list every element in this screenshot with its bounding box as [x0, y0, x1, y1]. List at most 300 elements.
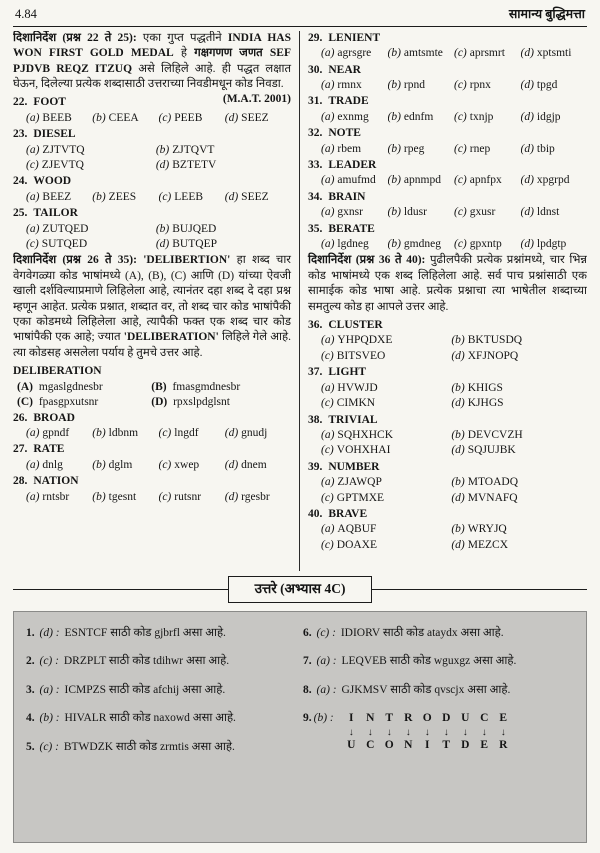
map-cell: D: [461, 738, 470, 751]
question-header: [13, 174, 291, 189]
option-label: (d): [224, 426, 239, 439]
options-row: [308, 475, 587, 506]
map-cell: N: [404, 738, 413, 751]
option-text: lgdneg: [337, 238, 369, 251]
code-text: fmasgmdnesbr: [172, 380, 241, 393]
option-text: ldusr: [403, 206, 427, 219]
question: [308, 507, 587, 553]
option-label: (a): [26, 143, 40, 156]
question-number: 35.: [308, 222, 323, 235]
map-cell: ↓: [424, 726, 430, 738]
option: [321, 333, 451, 348]
option-label: (d): [224, 458, 239, 471]
question: [308, 318, 587, 364]
deliberation-block: [13, 364, 291, 410]
options-row: [13, 143, 291, 174]
answer-number: 2.: [26, 655, 35, 668]
question-word: WOOD: [33, 175, 72, 188]
code-text: fpasgpxutsnr: [38, 396, 99, 409]
option-label: (c): [454, 78, 467, 91]
option-label: (a): [26, 190, 40, 203]
option-text: dglm: [108, 458, 133, 471]
right-column: [300, 31, 587, 571]
option-label: (d): [520, 238, 534, 251]
answer-number: 8.: [303, 683, 312, 696]
option-label: (c): [321, 397, 334, 410]
question-word: BRAVE: [328, 507, 368, 520]
option-label: (a): [321, 523, 335, 536]
option-text: MEZCX: [467, 538, 508, 551]
answers-6-8: [303, 626, 580, 698]
answer-item: [303, 683, 580, 698]
option-text: rmnx: [337, 78, 362, 91]
option-text: dnlg: [42, 458, 63, 471]
question-word: TAILOR: [33, 207, 78, 220]
options-row: [308, 428, 587, 459]
map-cell: C: [480, 712, 489, 725]
question: [308, 126, 587, 157]
option: [159, 426, 225, 441]
answer-word: BTWDZK: [63, 740, 114, 753]
answer-number: 1.: [26, 627, 35, 639]
map-cell: R: [404, 712, 413, 725]
answer-mid: साठी कोड: [108, 683, 151, 696]
option: [521, 46, 588, 61]
answer-letter: (d) :: [39, 627, 60, 639]
option-label: (c): [454, 206, 467, 219]
option-text: BEEB: [42, 111, 72, 124]
option: [388, 78, 455, 93]
question-number: 36.: [308, 319, 323, 332]
option-text: MVNAFQ: [467, 491, 518, 504]
option: [321, 491, 451, 506]
option-label: (c): [158, 190, 172, 203]
question-word: BRAIN: [328, 190, 366, 203]
map-cell: ↓: [386, 726, 392, 738]
answer-number: 6.: [303, 627, 312, 639]
options-row: [13, 458, 291, 473]
map-cell: ↓: [462, 726, 468, 738]
option-text: xptsmti: [536, 47, 572, 60]
page-number: 4.84: [15, 7, 37, 21]
answer-post: असा आहे.: [182, 627, 226, 639]
option-label: (a): [321, 381, 335, 394]
option: [388, 173, 455, 188]
option-text: GPTMXE: [336, 491, 385, 504]
option: [225, 458, 291, 473]
option-text: agrsgre: [337, 47, 372, 60]
answer-letter: (b) :: [39, 712, 60, 725]
answer-mid: साठी कोड: [390, 683, 432, 696]
answer-item: [303, 626, 580, 641]
option-label: (c): [158, 111, 172, 124]
option: [388, 237, 455, 252]
answer-mid: साठी कोड: [109, 712, 151, 725]
option-label: (b): [387, 142, 401, 155]
option: [521, 173, 588, 188]
source-tag: (M.A.T. 2001): [222, 93, 291, 106]
option-text: gpndf: [42, 426, 70, 439]
question-number: 33.: [308, 159, 323, 171]
code-option: [151, 395, 285, 410]
option-text: ZJTQVT: [172, 143, 215, 156]
option-label: (a): [26, 426, 40, 439]
options-row: [13, 111, 291, 126]
option-text: txnjp: [469, 110, 494, 123]
option-label: (b): [92, 490, 106, 503]
options-row: [308, 142, 587, 157]
question-word: NOTE: [328, 127, 361, 140]
option-label: (c): [454, 110, 467, 123]
option-text: XFJNOPQ: [467, 349, 519, 362]
option: [225, 111, 291, 126]
code-text: mgaslgdnesbr: [38, 380, 103, 393]
question-header: [308, 63, 587, 78]
option-label: (b): [387, 78, 401, 91]
option-label: (d): [451, 491, 465, 504]
question-word: LEADER: [328, 159, 377, 171]
question: [308, 365, 587, 411]
answer-code: afchij: [153, 683, 180, 696]
option-text: BEEZ: [42, 190, 72, 203]
option-text: apnfpx: [469, 174, 502, 187]
question: [13, 442, 291, 473]
option: [388, 142, 455, 157]
option-label: (a): [321, 238, 335, 251]
map-arrows-row: [342, 727, 513, 738]
question-header: [13, 442, 291, 457]
option-label: (c): [26, 159, 39, 171]
option-text: DEVCVZH: [467, 428, 523, 441]
directions-q26-35: दिशानिर्देश (प्रश्न 26 ते 35): 'DELIBERTION' हा शब्द चार वेगवेगळ्या कोड भाषांमध्ये (A), (B), (C) आणि (D) यांच्या ऐवजी खाली दर्शविल्याप्रमाणे लिहिलेला आहे, त्यानंतर दहा शब्द दे दहा प्रश्न म्हणून आहेत. प्रत्येक प्रश्नात, शब्दात वर, तो शब्द चार कोड भाषांपैकी एका कोडमध्ये लिहिलेला आहे, त्यापैकी फक्त एक शब्द चार कोड भाषांपैकी एक आहे; ज्यात 'DELIBERATION' लिहिले गेले आहे. त्या कोडसह असलेला पर्याय हे तुमचे उत्तर आहे.: [13, 254, 291, 359]
answer-code: gjbrfl: [154, 627, 180, 639]
question-header: [13, 127, 291, 142]
answer-letter: (c) :: [316, 627, 336, 639]
answer-code: naxowd: [153, 712, 190, 725]
option: [321, 443, 451, 458]
map-cell: T: [442, 738, 451, 751]
option: [321, 110, 388, 125]
option-label: (b): [92, 111, 106, 124]
option-label: (d): [155, 238, 170, 251]
answer-number: 3.: [26, 683, 35, 696]
question-word: BROAD: [33, 411, 75, 424]
code-label: (B): [151, 380, 167, 393]
option-text: HVWJD: [337, 381, 378, 394]
option-label: (a): [321, 78, 335, 91]
option: [26, 158, 156, 173]
option-label: (d): [520, 47, 534, 60]
question-number: 39.: [308, 460, 323, 473]
option-text: exnmg: [337, 110, 369, 123]
answer-letter: (c) :: [39, 740, 59, 753]
option-label: (c): [321, 538, 334, 551]
direction-heading: दिशानिर्देश (प्रश्न 26 ते 35):: [13, 254, 137, 267]
option: [321, 396, 451, 411]
option: [26, 490, 92, 505]
option: [159, 490, 225, 505]
answer-item: [26, 626, 303, 641]
map-cell: I: [349, 712, 354, 725]
map-cell: ↓: [348, 726, 354, 738]
map-cell: ↓: [367, 726, 373, 738]
answer-letter: (c) :: [39, 655, 59, 668]
options-row: [308, 205, 587, 220]
option-text: DOAXE: [336, 538, 378, 551]
options-row: [308, 110, 587, 125]
question: [13, 474, 291, 505]
question-number: 30.: [308, 63, 323, 76]
option: [156, 222, 286, 237]
options-row: [308, 237, 587, 252]
option-label: (d): [451, 538, 465, 551]
answers-box: [13, 611, 587, 843]
question: [308, 413, 587, 459]
answer-letter: (a) :: [316, 655, 337, 668]
option: [321, 46, 388, 61]
answer-word: ESNTCF: [64, 627, 108, 639]
option: [321, 349, 451, 364]
question: [308, 63, 587, 94]
option: [321, 205, 388, 220]
map-cell: ↓: [500, 726, 506, 738]
option-text: VOHXHAI: [336, 444, 391, 457]
options-row: [308, 78, 587, 93]
option-label: (b): [92, 426, 106, 439]
option-label: (b): [451, 381, 465, 394]
question-word: CLUSTER: [328, 319, 383, 332]
code-label: (D): [151, 396, 168, 409]
question: [308, 158, 587, 189]
question-word: BERATE: [328, 222, 375, 235]
option-text: rpeg: [403, 142, 425, 155]
option-label: (c): [454, 238, 467, 251]
option: [92, 490, 158, 505]
answer-item: [26, 740, 303, 755]
map-cell: I: [425, 738, 430, 751]
rule-left: [13, 589, 228, 590]
deliberation-codes: [13, 380, 291, 411]
question-header: [13, 474, 291, 489]
option-label: (d): [451, 397, 465, 410]
option-label: (d): [224, 111, 239, 124]
answer-word: DRZPLT: [63, 655, 107, 668]
answer-post: असा आहे.: [182, 683, 226, 696]
option: [521, 205, 588, 220]
option: [321, 173, 388, 188]
option: [159, 458, 225, 473]
option-text: SEEZ: [241, 111, 269, 124]
question-header: [308, 31, 587, 46]
answers-col-2: [303, 626, 580, 832]
questions-26-28: [13, 411, 291, 505]
option: [321, 381, 451, 396]
option: [321, 522, 451, 537]
question-header: [308, 126, 587, 141]
option-label: (b): [387, 174, 401, 187]
answer-mid: साठी कोड: [389, 655, 431, 668]
question-number: 22.: [13, 96, 28, 109]
option: [321, 142, 388, 157]
code-option: [17, 380, 151, 395]
question-word: NEAR: [328, 63, 361, 76]
options-row: [308, 522, 587, 553]
question-header: [308, 460, 587, 475]
option-label: (a): [321, 476, 335, 489]
map-cell: U: [461, 712, 470, 725]
option: [454, 46, 521, 61]
options-row: [308, 333, 587, 364]
answers-title: उत्तरे (अभ्यास 4C): [228, 576, 373, 603]
answer-item-9: [303, 711, 580, 753]
option-text: rbem: [337, 142, 362, 155]
answers-col-1: [26, 626, 303, 832]
option-text: SQHXHCK: [337, 428, 394, 441]
map-cell: O: [384, 738, 394, 751]
option-label: (d): [520, 206, 534, 219]
direction-heading: दिशानिर्देश (प्रश्न 22 ते 25):: [13, 31, 137, 44]
question-header: [308, 94, 587, 109]
map-cell: D: [442, 712, 451, 725]
option: [451, 522, 581, 537]
answer-mid: साठी कोड: [382, 627, 425, 639]
option-label: (b): [451, 476, 465, 489]
option-text: lpdgtp: [536, 238, 567, 251]
answer-mid: साठी कोड: [108, 655, 151, 668]
option: [451, 475, 581, 490]
option: [454, 78, 521, 93]
answer-number: 5.: [26, 740, 35, 753]
option: [454, 142, 521, 157]
answers-header: [13, 576, 587, 603]
option-label: (d): [520, 142, 534, 155]
option-text: gmdneg: [403, 238, 441, 251]
map-cell: T: [385, 712, 394, 725]
answer-post: असा आहे.: [467, 683, 511, 696]
option-label: (c): [158, 426, 172, 439]
option-text: tbip: [536, 142, 555, 155]
code-label: (A): [17, 380, 33, 393]
question-number: 37.: [308, 366, 323, 379]
answer-item: [26, 683, 303, 698]
map-cell: ↓: [405, 726, 411, 738]
question-number: 25.: [13, 207, 28, 220]
option-label: (b): [155, 143, 170, 156]
option-text: gxnsr: [337, 206, 363, 219]
option-text: AQBUF: [337, 523, 377, 536]
options-row: [13, 490, 291, 505]
question-number: 38.: [308, 413, 323, 426]
code-text: rpxslpdglsnt: [173, 396, 230, 409]
option-label: (b): [387, 238, 401, 251]
option-text: xwep: [174, 458, 200, 471]
option-label: (b): [387, 47, 401, 60]
option-text: BKTUSDQ: [467, 334, 523, 347]
option-text: BITSVEO: [336, 349, 386, 362]
answer-post: असा आहे.: [460, 627, 504, 639]
two-column-body: [13, 27, 587, 571]
option-text: rntsbr: [42, 490, 70, 503]
option-text: apnmpd: [403, 174, 441, 187]
question-number: 34.: [308, 190, 323, 203]
option-label: (d): [520, 174, 534, 187]
option: [388, 46, 455, 61]
direction-heading: दिशानिर्देश (प्रश्न 36 ते 40):: [308, 254, 426, 267]
question: [13, 206, 291, 252]
question-header: [308, 158, 587, 173]
option: [454, 237, 521, 252]
option: [454, 173, 521, 188]
option-label: (a): [26, 458, 40, 471]
question-number: 26.: [13, 411, 28, 424]
option-label: (c): [321, 444, 334, 457]
option: [156, 143, 286, 158]
option-label: (c): [26, 238, 39, 251]
option: [26, 111, 92, 126]
question: [13, 411, 291, 442]
option-label: (d): [520, 78, 534, 91]
answer-post: असा आहे.: [185, 655, 230, 668]
option: [26, 143, 156, 158]
question: [308, 94, 587, 125]
question-word: NATION: [33, 475, 79, 488]
option-text: amtsmte: [403, 47, 443, 60]
option-label: (d): [224, 190, 239, 203]
option: [26, 426, 92, 441]
map-cell: ↓: [443, 726, 449, 738]
option: [321, 428, 451, 443]
option-label: (c): [454, 174, 467, 187]
option-label: (d): [224, 490, 239, 503]
question-number: 23.: [13, 128, 28, 141]
option-label: (c): [454, 47, 467, 60]
option-label: (b): [451, 334, 465, 347]
answer-code: qvscjx: [434, 683, 465, 696]
answer-word: LEQVEB: [341, 655, 387, 668]
question-header: [13, 206, 291, 221]
option: [156, 237, 286, 252]
option-text: ldbnm: [108, 426, 139, 439]
option-label: (b): [387, 110, 401, 123]
answer-number: 7.: [303, 655, 312, 668]
option: [225, 490, 291, 505]
option: [451, 428, 581, 443]
code-option: [151, 380, 285, 395]
option-text: ZEES: [108, 190, 137, 203]
questions-36-40: [308, 318, 587, 553]
option-label: (d): [520, 110, 534, 123]
question-word: LENIENT: [328, 31, 381, 44]
option-text: lngdf: [174, 426, 199, 439]
option-text: LEEB: [174, 190, 204, 203]
answer-post: असा आहे.: [191, 740, 235, 753]
answer-word: GJKMSV: [341, 683, 388, 696]
answer-letter: (a) :: [316, 683, 337, 696]
map-cell: R: [499, 738, 508, 751]
question-header: [308, 318, 587, 333]
option-text: CEEA: [108, 111, 139, 124]
option-text: ednfm: [403, 110, 434, 123]
map-bottom-row: [342, 738, 513, 753]
question-header: [308, 222, 587, 237]
option-text: WRYJQ: [467, 523, 507, 536]
option-text: SQJUJBK: [467, 444, 516, 457]
option: [156, 158, 286, 173]
option-text: aprsmrt: [469, 47, 505, 60]
option: [521, 110, 588, 125]
option: [321, 475, 451, 490]
answer-code: zrmtis: [160, 740, 189, 753]
